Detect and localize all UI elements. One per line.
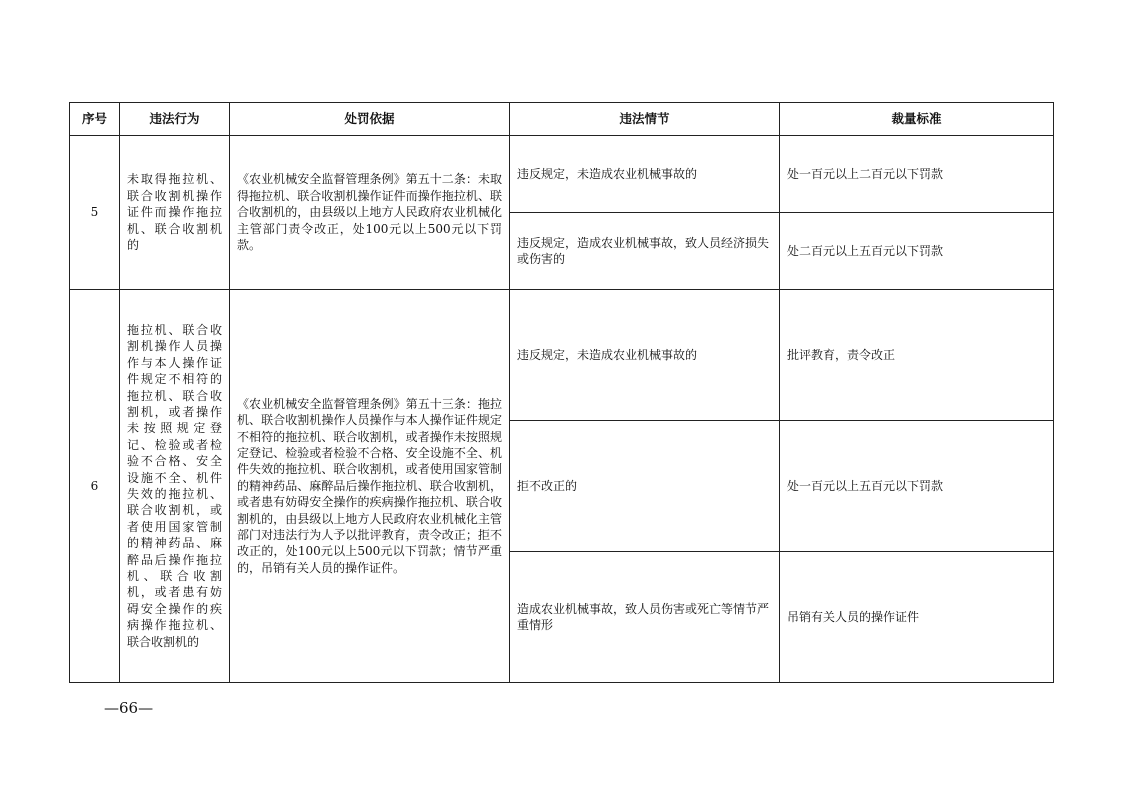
violation-act: 未取得拖拉机、联合收割机操作证件而操作拖拉机、联合收割机的 bbox=[120, 136, 230, 290]
header-circumstance: 违法情节 bbox=[510, 103, 780, 136]
circumstance-cell: 违反规定，造成农业机械事故，致人员经济损失或伤害的 bbox=[510, 213, 780, 290]
violation-act: 拖拉机、联合收割机操作人员操作与本人操作证件规定不相符的拖拉机、联合收割机，或者操作未按照规定登记、检验或者检验不合格、安全设施不全、机件失效的拖拉机、联合收割机，或者使用国家管制的精神药品、麻醉品后操作拖拉机、联合收割机，或者患有妨碍安全操作的疾病操作拖拉机、联合收割机的 bbox=[120, 290, 230, 683]
header-standard: 裁量标准 bbox=[780, 103, 1054, 136]
standard-cell: 处一百元以上二百元以下罚款 bbox=[780, 136, 1054, 213]
table-row bbox=[70, 290, 1054, 421]
penalty-table bbox=[69, 102, 1054, 683]
standard-cell: 批评教育，责令改正 bbox=[780, 290, 1054, 421]
header-row bbox=[70, 103, 1054, 136]
penalty-basis: 《农业机械安全监督管理条例》第五十二条：未取得拖拉机、联合收割机操作证件而操作拖拉机、联合收割机的，由县级以上地方人民政府农业机械化主管部门责令改正，处100元以上500元以下罚款。 bbox=[230, 136, 510, 290]
circumstance-cell: 违反规定，未造成农业机械事故的 bbox=[510, 136, 780, 213]
standard-cell: 处一百元以上五百元以下罚款 bbox=[780, 421, 1054, 552]
table-row bbox=[70, 136, 1054, 213]
circumstance-cell: 违反规定，未造成农业机械事故的 bbox=[510, 290, 780, 421]
standard-cell: 处二百元以上五百元以下罚款 bbox=[780, 213, 1054, 290]
header-basis: 处罚依据 bbox=[230, 103, 510, 136]
circumstance-cell: 造成农业机械事故，致人员伤害或死亡等情节严重情形 bbox=[510, 552, 780, 683]
standard-cell: 吊销有关人员的操作证件 bbox=[780, 552, 1054, 683]
penalty-basis: 《农业机械安全监督管理条例》第五十三条：拖拉机、联合收割机操作人员操作与本人操作证件规定不相符的拖拉机、联合收割机，或者操作未按照规定登记、检验或者检验不合格、安全设施不全、机件失效的拖拉机、联合收割机，或者使用国家管制的精神药品、麻醉品后操作拖拉机、联合收割机，或者患有妨碍安全操作的疾病操作拖拉机、联合收割机的，由县级以上地方人民政府农业机械化主管部门对违法行为人予以批评教育，责令改正；拒不改正的，处100元以上500元以下罚款；情节严重的，吊销有关人员的操作证件。 bbox=[230, 290, 510, 683]
row-number: 5 bbox=[70, 136, 120, 290]
row-number: 6 bbox=[70, 290, 120, 683]
circumstance-cell: 拒不改正的 bbox=[510, 421, 780, 552]
header-act: 违法行为 bbox=[120, 103, 230, 136]
header-no: 序号 bbox=[70, 103, 120, 136]
page-number: —66— bbox=[104, 699, 154, 717]
